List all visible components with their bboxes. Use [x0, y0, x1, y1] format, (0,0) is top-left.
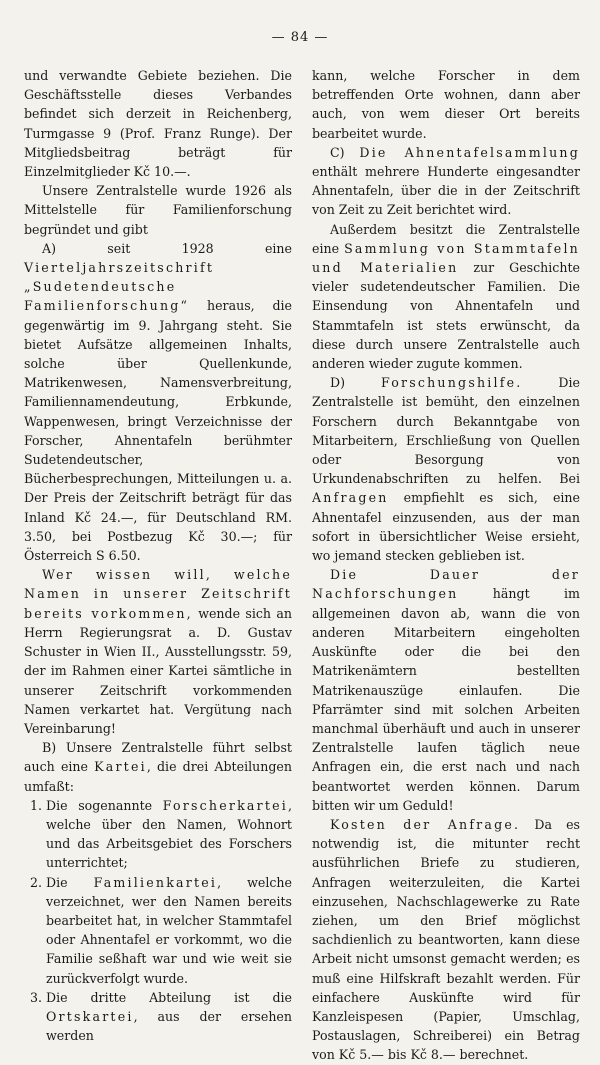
list-item: [46, 988, 292, 1046]
list-item: [46, 796, 292, 873]
spaced-phrase: Forschungshilfe.: [380, 375, 523, 391]
spaced-word: Ortskartei: [46, 1008, 134, 1024]
text-run: heraus, die gegenwärtig im 9. Jahrgang steht. Sie bietet Aufsätze allgemeinen Inhalts, solche über Quellenkunde, Matrikenwesen, Namensverbreitung, Familiennamendeutung, Erbkunde, Wappenwesen, bringt Verzeichnisse der Forscher, Ahnentafeln berühmter Sudetendeutscher, Bücherbesprechungen, Mitteilungen u. a. Der Preis der Zeitschrift beträgt für das Inland Kč 24.—, für Deutschland RM. 3.50, bei Postbezug Kč 30.—; für Österreich S 6.50.: [24, 298, 292, 564]
text-run: , welche verzeichnet, wer den Namen bereits bearbeitet hat, in welcher Stammtafel oder Ahnentafel er vorkommt, wo die Familie seßhaft war und wie weit sie zurückverfolgt wurde.: [46, 874, 292, 986]
paragraph-stammtafeln: [312, 220, 580, 374]
paragraph-kartei: [24, 738, 292, 796]
paragraph-ahnentafelsammlung: [312, 143, 580, 220]
text-run: , die drei Abteilungen umfaßt:: [24, 759, 292, 794]
text-run: , welche über den Namen, Wohnort und das Arbeitsgebiet des Forschers unterrichtet;: [46, 797, 292, 871]
kartei-list: [24, 796, 292, 1046]
text-columns: [24, 66, 580, 1065]
left-column: [24, 66, 292, 1065]
spaced-title-zeitschrift: Vierteljahrszeitschrift „Sudetendeutsche Familienforschung“: [24, 260, 215, 314]
spaced-phrase-namen: Wer wissen will, welche Namen in unserer Zeitschrift bereits vorkommen,: [24, 567, 292, 621]
text-run: Da es notwendig ist, die mitunter recht ausführlichen Briefe zu studieren, Anfragen weiterzuleiten, die Kartei einzusehen, Nachschlagewerke zu Rate ziehen, um den Brief möglichst sachdienlich zu beantworten, kann diese Arbeit nicht umsonst gemacht werden; es muß eine Hilfskraft bezahlt werden. Für einfachere Auskünfte wird für Kanzleispesen (Papier, Umschlag, Postauslagen, Schreiberei) ein Betrag von Kč 5.— bis Kč 8.— berechnet.: [312, 816, 580, 1063]
text-run: empfiehlt es sich, eine Ahnentafel einzusenden, aus der man sofort in übersichtlicher Weise ersieht, wo jemand stecken geblieben ist.: [312, 490, 580, 564]
paragraph-ortskartei-cont: kann, welche Forscher in dem betreffenden Orte wohnen, dann aber auch, von wem dieser Ort bereits bearbeitet wurde.: [312, 68, 580, 141]
text-run: D): [330, 375, 381, 391]
spaced-word: Familienkartei: [93, 874, 218, 890]
text-run: enthält mehrere Hunderte eingesandter Ahnentafeln, über die in der Zeitschrift von Zeit zu Zeit berichtet wird.: [312, 164, 580, 218]
paragraph-verband: und verwandte Gebiete beziehen. Die Geschäftsstelle dieses Verbandes befindet sich derzeit in Reichenberg, Turmgasse 9 (Prof. Franz Runge). Der Mitgliedsbeitrag beträgt für Einzelmitglieder Kč 10.—.: [24, 68, 292, 180]
paragraph-kosten: [312, 815, 580, 1065]
paragraph-namen: [24, 565, 292, 738]
spaced-phrase: Die Dauer der Nachforschungen: [312, 567, 580, 602]
page-number: — 84 —: [271, 30, 329, 45]
text-run: zur Geschichte vieler sudetendeutscher Familien. Die Einsendung von Ahnentafeln und Stammtafeln ist stets erwünscht, da diese durch unsere Zentralstelle auch anderen wieder zugute kommen.: [312, 260, 580, 372]
list-item: [46, 873, 292, 988]
text-run: Außerdem besitzt die Zentralstelle eine: [312, 221, 580, 256]
paragraph-dauer: [312, 565, 580, 815]
text-run: , aus der ersehen werden: [46, 1008, 292, 1044]
text-run: B) Unsere Zentralstelle führt selbst auch eine: [24, 740, 292, 775]
text-run: hängt im allgemeinen davon ab, wann die von anderen Mitarbeitern eingeholten Auskünfte oder die bei den Matrikenämtern bestellten Matrikenauszüge einlaufen. Die Pfarrämter sind mit solchen Arbeiten manchmal überhäuft und auch in unserer Zentralstelle laufen täglich neue Anfragen ein, die erst nach und nach beantwortet werden können. Darum bitten wir um Geduld!: [312, 586, 580, 813]
paragraph-zeitschrift: [24, 239, 292, 565]
text-run: Die dritte Abteilung ist die: [46, 989, 292, 1005]
text-run: Die: [46, 874, 94, 890]
paragraph-zentralstelle: Unsere Zentralstelle wurde 1926 als Mittelstelle für Familienforschung begründet und gibt: [24, 183, 292, 237]
spaced-phrase: Kosten der Anfrage.: [330, 816, 521, 832]
spaced-word: Forscherkartei: [162, 797, 288, 813]
text-run: wende sich an Herrn Regierungsrat a. D. Gustav Schuster in Wien II., Ausstellungsstr. 59, der im Rahmen einer Kartei sämtliche in unserer Zeitschrift vorkommenden Namen verkartet hat. Vergütung nach Vereinbarung!: [24, 605, 292, 736]
text-run: Die sogenannte: [46, 797, 163, 813]
text-run: Die Zentralstelle ist bemüht, den einzelnen Forschern durch Bekanntgabe von Mitarbeitern, Erschließung von Quellen oder Besorgung von Urkundenabschriften zu helfen. Bei: [312, 375, 580, 487]
spaced-word-kartei: Kartei: [94, 759, 147, 775]
spaced-word: Anfragen: [312, 490, 389, 506]
spaced-phrase: Die Ahnentafelsammlung: [359, 144, 580, 160]
right-column: [312, 66, 580, 1065]
spaced-phrase: Sammlung von Stammtafeln und Materialien: [312, 240, 580, 276]
paragraph-forschungshilfe: [312, 373, 580, 565]
text-run: C): [330, 144, 360, 160]
text-run: A) seit 1928 eine: [42, 240, 292, 256]
